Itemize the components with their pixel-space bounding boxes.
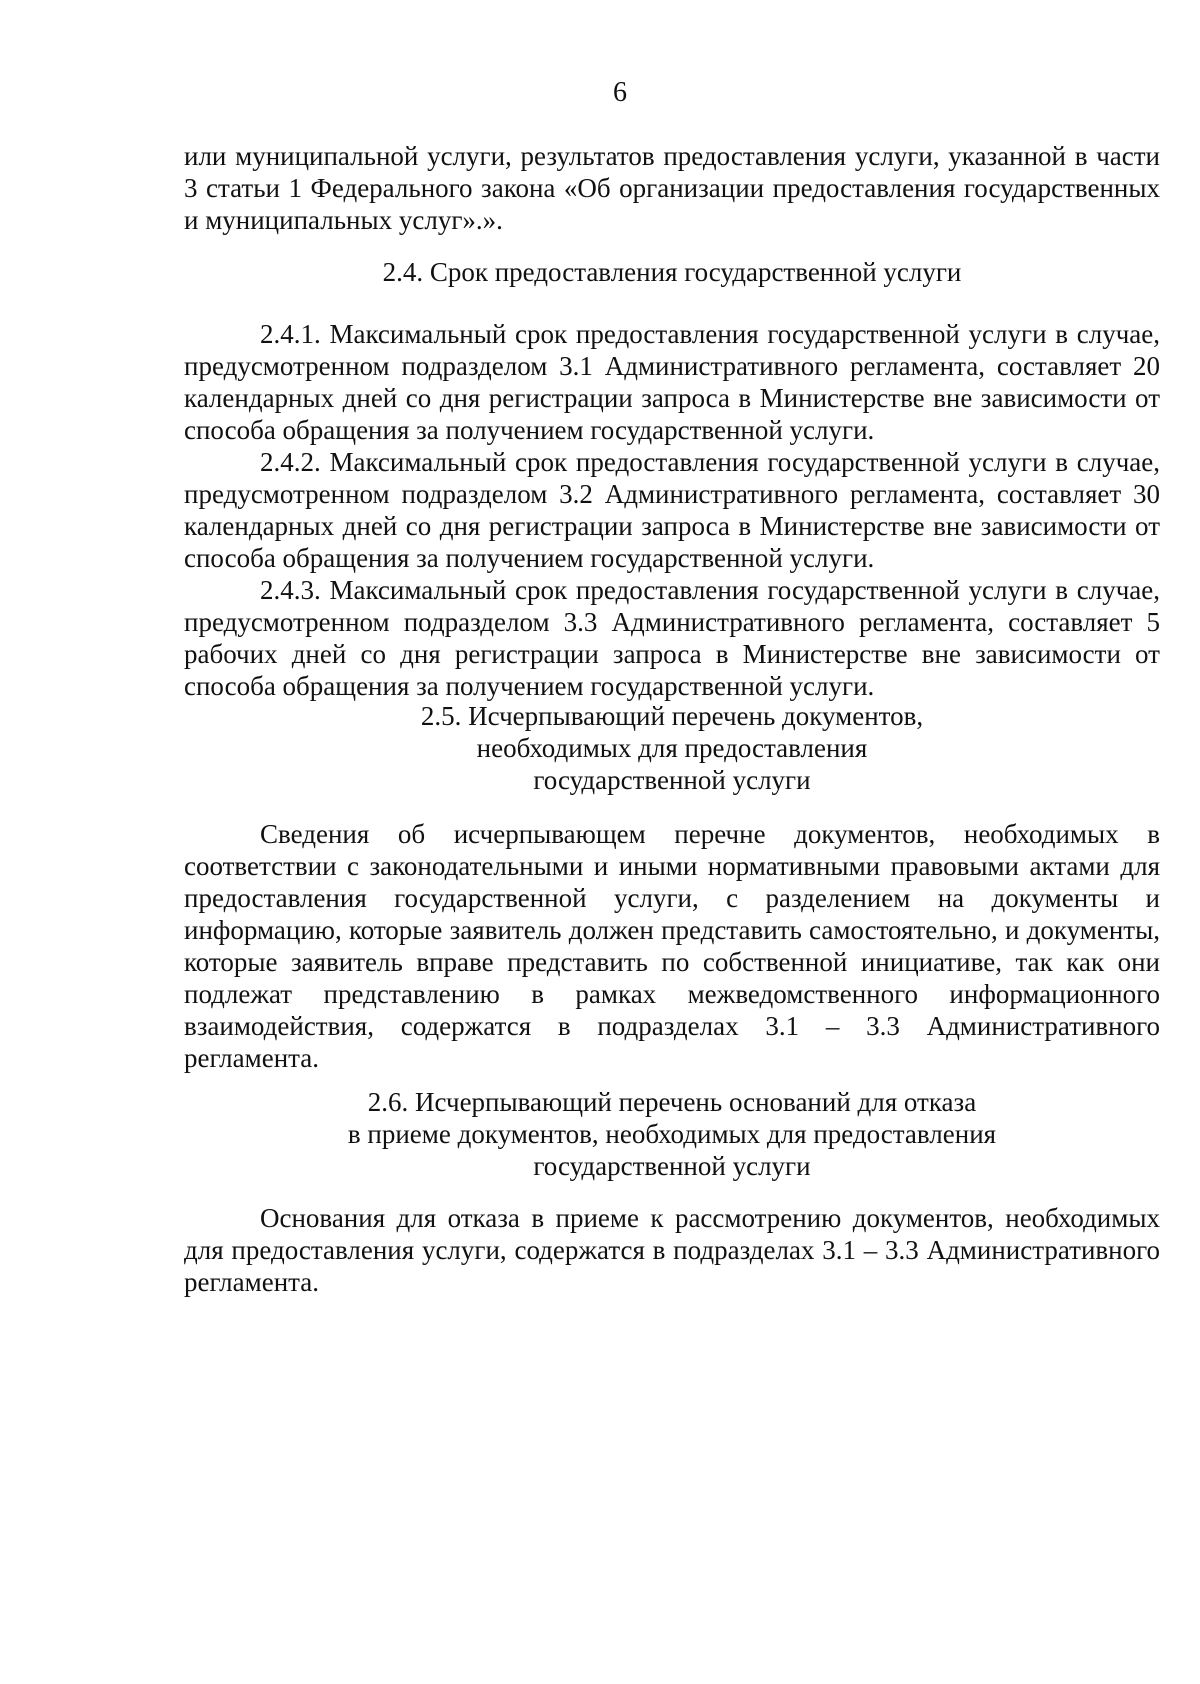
section-2-6-heading xyxy=(184,1086,1160,1182)
section-2-6-heading-text xyxy=(184,1086,1160,1182)
section-2-6-heading-line-1: 2.6. Исчерпывающий перечень оснований для отказа xyxy=(367,1087,977,1117)
section-2-5-heading xyxy=(184,700,1160,796)
section-2-6-heading-line-3: государственной услуги xyxy=(533,1151,811,1181)
section-2-6-heading-line-2: в приеме документов, необходимых для предоставления xyxy=(347,1119,997,1149)
section-2-5-body xyxy=(184,818,1160,1074)
section-2-6-body xyxy=(184,1202,1160,1298)
section-2-4-body xyxy=(184,318,1160,702)
paragraph-2-4-2: 2.4.2. Максимальный срок предоставления государственной услуги в случае, предусмотренном подразделом 3.2 Административного регламента, составляет 30 календарных дней со дня регистрации запроса в Министерстве вне зависимости от способа обращения за получением государственной услуги. xyxy=(184,447,1160,573)
section-2-4-heading: 2.4. Срок предоставления государственной услуги xyxy=(382,257,962,287)
paragraph-2-4-1: 2.4.1. Максимальный срок предоставления государственной услуги в случае, предусмотренном подразделом 3.1 Административного регламента, составляет 20 календарных дней со дня регистрации запроса в Министерстве вне зависимости от способа обращения за получением государственной услуги. xyxy=(184,319,1160,445)
intro-paragraph: или муниципальной услуги, результатов предоставления услуги, указанной в части 3 статьи 1 Федерального закона «Об организации предоставления государственных и муниципальных услуг».». xyxy=(184,141,1160,235)
section-2-5-heading-line-1: 2.5. Исчерпывающий перечень документов, xyxy=(420,701,924,731)
page-number: 6 xyxy=(613,77,627,108)
section-2-5-heading-line-3: государственной услуги xyxy=(533,765,811,795)
section-2-4 xyxy=(184,256,1160,288)
intro-block xyxy=(184,140,1160,236)
paragraph-2-4-3: 2.4.3. Максимальный срок предоставления государственной услуги в случае, предусмотренном подразделом 3.3 Административного регламента, составляет 5 рабочих дней со дня регистрации запроса в Министерстве вне зависимости от способа обращения за получением государственной услуги. xyxy=(184,575,1160,701)
paragraph-2-6: Основания для отказа в приеме к рассмотрению документов, необходимых для предоставления услуги, содержатся в подразделах 3.1 – 3.3 Административного регламента. xyxy=(184,1203,1160,1297)
section-2-5-heading-line-2: необходимых для предоставления xyxy=(476,733,868,763)
paragraph-2-5: Сведения об исчерпывающем перечне документов, необходимых в соответствии с законодательными и иными нормативными правовыми актами для предоставления государственной услуги, с разделением на документы и информацию, которые заявитель должен представить самостоятельно, и документы, которые заявитель вправе представить по собственной инициативе, так как они подлежат представлению в рамках межведомственного информационного взаимодействия, содержатся в подразделах 3.1 – 3.3 Административного регламента. xyxy=(184,819,1160,1073)
section-2-5-heading-text xyxy=(184,700,1160,796)
